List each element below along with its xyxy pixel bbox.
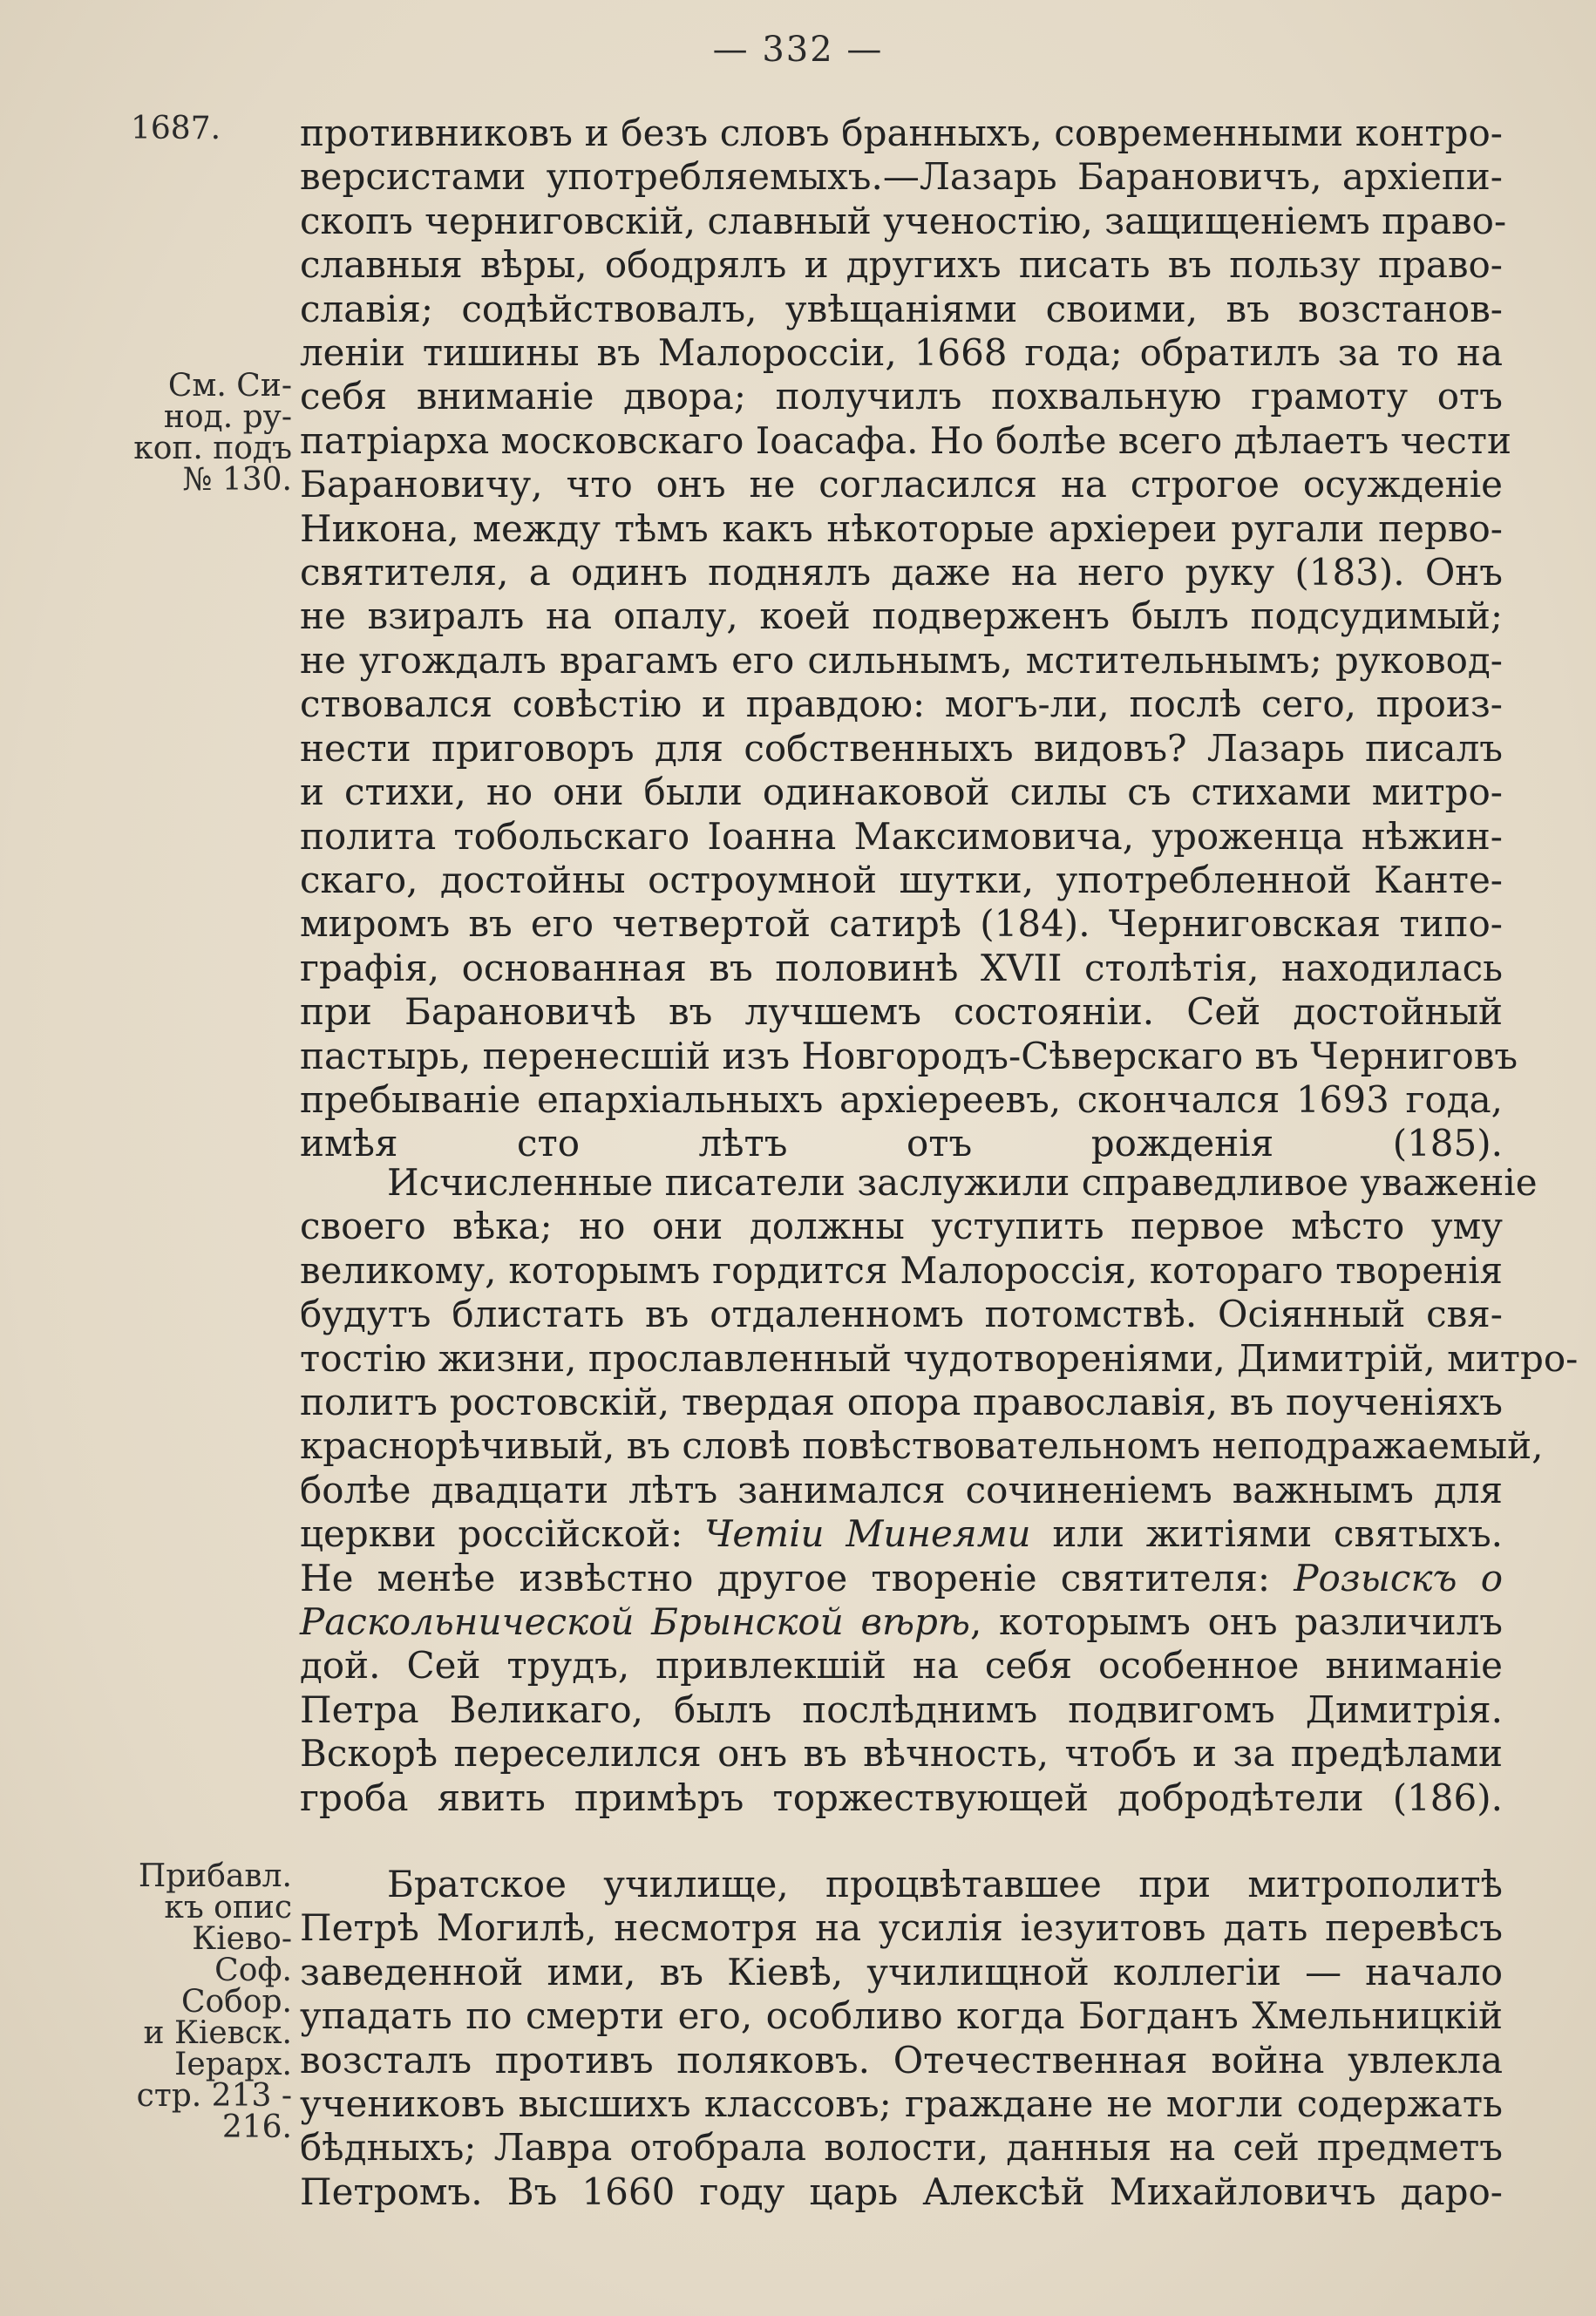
paragraph-1: противниковъ и безъ словъ бранныхъ, современными контро- версистами употребляемыхъ.—Лазарь Барановичъ, архіепи- скопъ черниговскій, славный ученостію, защищеніемъ право- славныя вѣры, ободрялъ и другихъ писать въ пользу право- славія; содѣйствовалъ, увѣщаніями своими, въ возстанов- леніи тишины въ Малороссіи, 1668 года; обратилъ за то на себя вниманіе двора; получилъ похвальную грамоту отъ патріарха московскаго Іоасафа. Но болѣе всего дѣлаетъ чести Барановичу, что онъ не согласился на строгое осужденіе Никона, между тѣмъ какъ нѣкоторые архіереи ругали перво- святителя, а одинъ поднялъ даже на него руку (183). Онъ не взиралъ на опалу, коей подверженъ былъ подсудимый; не угождалъ врагамъ его сильнымъ, мстительнымъ; руковод- ствовался совѣстію и правдою: могъ-ли, послѣ сего, произ- нести приговоръ для собственныхъ видовъ? Лазарь писалъ и стихи, но они были одинаковой силы съ стихами митро- полита тобольскаго Іоанна Максимовича, уроженца нѣжин- скаго, достойны остроумной шутки, употребленной Канте- миромъ въ его четвертой сатирѣ (184). Черниговская типо- графія, основанная въ половинѣ XVII столѣтія, находилась при Барановичѣ въ лучшемъ состояніи. Сей достойный пастырь, перенесшій изъ Новгородъ-Сѣверскаго въ Черниговъ пребываніе епархіальныхъ архіереевъ, скончался 1693 года, имѣя сто лѣтъ отъ рожденія (185). — [300, 112, 1518, 1165]
margin-note-year: 1687. — [131, 111, 221, 146]
line-with-italic-title: церкви россійской: Четіи Минеями или житіями святыхъ. — [300, 1512, 1504, 1556]
italic-title-cheti-minei: Четіи Минеями — [703, 1512, 1031, 1556]
paragraph-2: Исчисленные писатели заслужили справедливое уваженіе своего вѣка; но они должны уступить первое мѣсто уму великому, которымъ гордится Малороссія, котораго творенія будутъ блистать въ отдаленномъ потомствѣ. Осіянный свя- тостію жизни, прославленный чудотвореніями, Димитрій, митро- политъ ростовскій, твердая опора православія, въ поученіяхъ краснорѣчивый, въ словѣ повѣствовательномъ неподражаемый, болѣе двадцати лѣтъ занимался сочиненіемъ важнымъ для церкви россійской: Четіи Минеями или житіями святыхъ. Не менѣе извѣстно другое твореніе святителя: Розыскъ о Раскольнической Брынской вѣрѣ, которымъ онъ различилъ дой. Сей трудъ, привлекшій на себя особенное вниманіе Петра Великаго, былъ послѣднимъ подвигомъ Димитрія. Вскорѣ переселился онъ въ вѣчность, чтобъ и за предѣлами гроба явить примѣръ торжествующей добродѣтели (186). — [300, 1161, 1579, 1819]
margin-note-synod: См. Си- нод. ру- коп. подъ № 130. — [133, 368, 292, 498]
margin-note-pribavl: Прибавл. къ опис Кіево- Соф. Собор. и Кіевск. Іерарх. стр. 213 - 216. — [136, 1858, 292, 2145]
page-number: — 332 — — [712, 30, 884, 70]
paragraph-3: Братское училище, процвѣтавшее при митрополитѣ Петрѣ Могилѣ, несмотря на усилія іезуитовъ дать перевѣсъ заведенной ими, въ Кіевѣ, училищной коллегіи — начало упадать по смерти его, особливо когда Богданъ Хмельницкій возсталъ противъ поляковъ. Отечественная война увлекла учениковъ высшихъ классовъ; граждане не могли содержать бѣдныхъ; Лавра отобрала волости, данныя на сей предметъ Петромъ. Въ 1660 году царь Алексѣй Михайловичъ даро- — [300, 1863, 1503, 2213]
line-with-italic-title: Не менѣе извѣстно другое твореніе святителя: Розыскъ о — [300, 1556, 1503, 1599]
italic-title-bryn-faith: Раскольнической Брынской вѣрѣ — [300, 1600, 970, 1644]
italic-title-rozysk: Розыскъ о — [1294, 1556, 1503, 1599]
line-with-italic-title: Раскольнической Брынской вѣрѣ, которымъ онъ различилъ — [300, 1600, 1503, 1644]
